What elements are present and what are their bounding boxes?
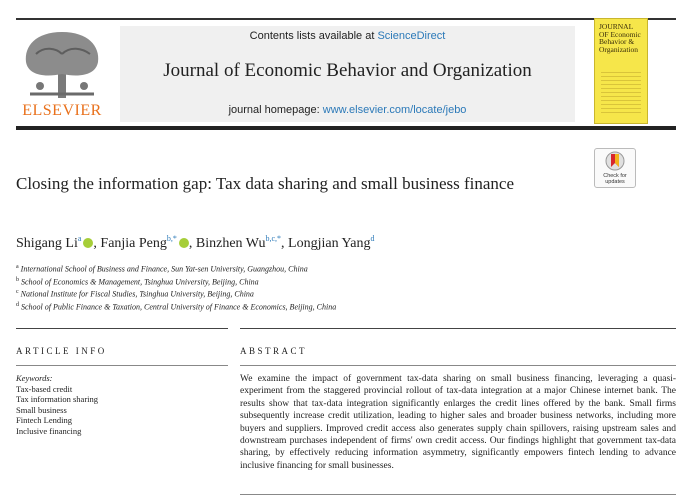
divider (240, 494, 676, 495)
keyword-item: Tax information sharing (16, 394, 99, 404)
check-for-updates-badge[interactable] (594, 148, 636, 188)
publisher-name: ELSEVIER (22, 102, 102, 119)
keywords-label: Keywords: (16, 373, 53, 383)
orcid-icon[interactable] (179, 238, 189, 248)
author-affil-marker: b,* (166, 234, 177, 243)
cover-decoration (601, 69, 641, 113)
divider (240, 328, 676, 329)
author-name[interactable]: Longjian Yang (288, 236, 371, 251)
keyword-item: Small business (16, 404, 67, 415)
keyword-item: Fintech Lending (16, 415, 72, 425)
bookmark-icon (595, 149, 635, 173)
affiliation-item: $^b$ School of Economics & Management, Tsinghua University, Beijing, China (16, 276, 259, 287)
contents-line (120, 30, 575, 42)
journal-banner (120, 26, 575, 122)
article-title: Closing the information gap: Tax data sharing and small business finance (16, 174, 515, 193)
journal-title: Journal of Economic Behavior and Organization (163, 60, 532, 81)
article-info-heading: ARTICLE INFO (16, 346, 107, 356)
affiliation-item: $^c$ National Institute for Fiscal Studies, Tsinghua University, Beijing, China (16, 289, 254, 299)
keyword-item: Tax-based credit (16, 383, 73, 394)
top-rule (16, 18, 676, 20)
orcid-icon[interactable] (83, 238, 93, 248)
elsevier-logo (16, 24, 108, 120)
journal-cover[interactable] (594, 18, 648, 124)
tree-icon (16, 24, 108, 102)
sciencedirect-link[interactable]: ScienceDirect (377, 30, 446, 42)
header-rule (16, 126, 676, 130)
contents-prefix: Contents lists available at (249, 30, 378, 42)
divider (16, 365, 228, 366)
affiliation-item: $^a$ International School of Business and Finance, Sun Yat-sen University, Guangzhou, China (16, 264, 308, 274)
badge-label: Check for updates (603, 173, 627, 185)
abstract-heading: ABSTRACT (240, 346, 308, 356)
keyword-item: Inclusive financing (16, 425, 82, 436)
author-list: Shigang Li$^a$ , Fanjia Peng$^{b,*}$ , Binzhen $Wu^{b,c,*}$, Longjian Yang$^d$ (16, 234, 375, 251)
author-affil-marker: d (370, 234, 375, 243)
homepage-prefix: journal homepage: (228, 104, 323, 116)
author-affil-marker: a (77, 234, 82, 243)
author-affil-marker: b,c,* (265, 234, 282, 243)
keywords-block (16, 373, 98, 436)
author-name[interactable]: Shigang Li (16, 236, 78, 251)
affiliation-item: $^d$ School of Public Finance & Taxation, Central University of Finance & Economics, Beijing, China (16, 301, 337, 312)
abstract-body (240, 373, 676, 472)
abstract-text: We examine the impact of government tax-data sharing on small business financing, leveraging a quasi-experiment from the staggered provincial rollout of tax-data integration at a major Chinese internet bank. The results show that tax-data integration significantly enlarges the credit lines offered by the bank. Small firms subsequently increase credit utilization, leading to higher sales and broader business networks, including more buyers and suppliers. Improved credit access also generates supply chain spillovers, raising upstream sales and downstream purchases independent of firms' own credit access. Our findings highlight that government tax-data sharing, by effectively reducing information asymmetry, significantly empowers fintech lending to advance inclusive financing for small businesses. (240, 374, 676, 471)
divider (240, 365, 676, 366)
affiliations (16, 262, 576, 313)
cover-title: JOURNAL OF Economic Behavior & Organization (599, 22, 641, 54)
author-name[interactable]: Fanjia Peng (100, 236, 167, 251)
homepage-link[interactable]: www.elsevier.com/locate/jebo (322, 104, 467, 116)
divider (16, 328, 228, 329)
homepage-line (120, 104, 575, 116)
author-name[interactable]: Binzhen Wu (195, 236, 266, 251)
